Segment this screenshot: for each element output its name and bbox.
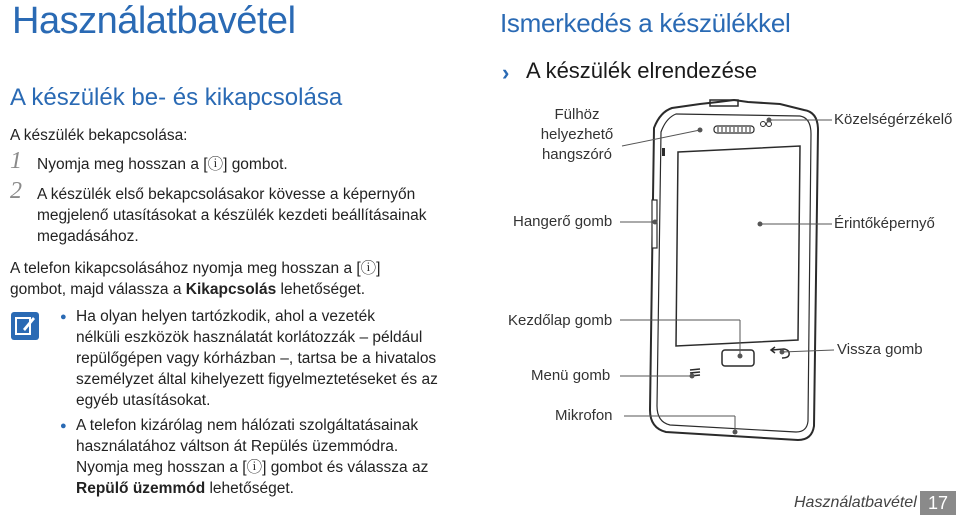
note-1-line3: repülőgépen vagy kórházban –, tartsa be a hivatalos <box>76 350 437 367</box>
layout-subtitle: A készülék elrendezése <box>526 58 758 83</box>
note-2-line3: Nyomja meg hosszan a [ⓘ] gombot és válassza az <box>76 459 429 476</box>
label-touchscreen: Érintőképernyő <box>834 215 935 232</box>
step-number-1: 1 <box>10 148 22 174</box>
note-1-line2: nélküli eszközök használatát korlátozzák – például <box>76 329 423 346</box>
power-off-text-line1: A telefon kikapcsolásához nyomja meg hosszan a [ⓘ] <box>10 260 381 277</box>
airplane-mode-option: Repülő üzemmód <box>76 480 206 497</box>
step-number-2: 2 <box>10 178 22 204</box>
chevron-right-icon: › <box>502 60 510 85</box>
label-menu-key: Menü gomb <box>531 367 611 384</box>
home-key <box>722 350 754 366</box>
power-off-post: lehetőséget. <box>276 281 365 298</box>
page-number: 17 <box>920 491 956 515</box>
step-2-text-line3: megadásához. <box>37 228 139 245</box>
note-bullet-2: ● <box>60 420 67 432</box>
note-2-line1: A telefon kizárólag nem hálózati szolgáltatásainak <box>76 417 419 434</box>
right-section-title: Ismerkedés a készülékkel <box>500 8 791 38</box>
label-proximity-sensor: Közelségérzékelő <box>834 111 953 128</box>
label-back-key: Vissza gomb <box>837 341 923 358</box>
power-off-option: Kikapcsolás <box>185 281 277 298</box>
step-2-text-line1: A készülék első bekapcsolásakor kövesse a képernyőn <box>37 186 416 203</box>
note-1-line4: személyzet által kihelyezett figyelmeztetéseket és az <box>76 371 438 388</box>
note-2-post: lehetőséget. <box>205 480 294 497</box>
label-volume-key: Hangerő gomb <box>513 213 613 230</box>
chapter-title: Használatbavétel <box>12 0 296 42</box>
label-home-key: Kezdőlap gomb <box>508 312 613 329</box>
power-off-pre: gombot, majd válassza a <box>10 281 186 298</box>
note-1-line1: Ha olyan helyen tartózkodik, ahol a vezeték <box>76 308 375 325</box>
phone-screen <box>676 146 800 346</box>
step-2-text-line2: megjelenő utasításokat a készülék kezdeti beállításainak <box>37 207 427 224</box>
note-1-line5: egyéb utasításokat. <box>76 392 211 409</box>
footer-section-name: Használatbavétel <box>794 494 917 511</box>
intro-text: A készülék bekapcsolása: <box>10 127 188 144</box>
section-title: A készülék be- és kikapcsolása <box>10 84 343 111</box>
note-bullet-1: ● <box>60 311 67 323</box>
note-2-line2: használatához váltson át Repülés üzemmódra. <box>76 438 399 455</box>
label-earpiece: Fülhöz helyezhető hangszóró <box>540 106 614 163</box>
label-microphone: Mikrofon <box>555 407 613 424</box>
step-1-text: Nyomja meg hosszan a [ⓘ] gombot. <box>37 156 288 173</box>
